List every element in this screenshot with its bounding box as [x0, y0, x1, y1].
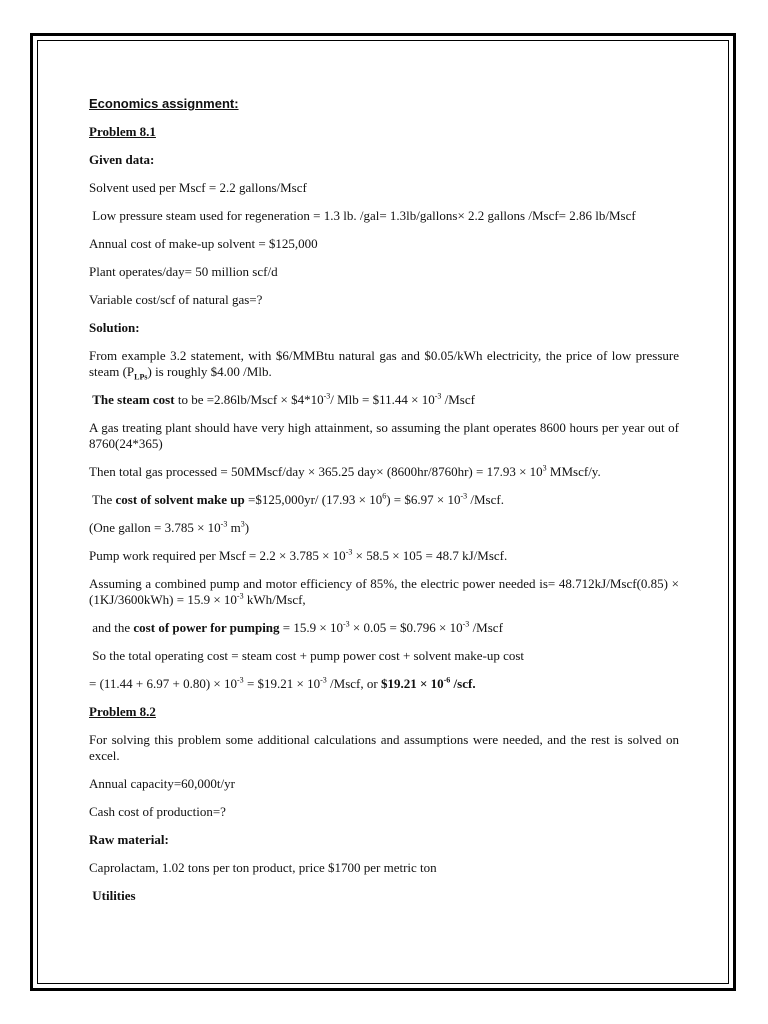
annual-capacity: Annual capacity=60,000t/yr — [89, 776, 235, 791]
document-body — [89, 96, 679, 904]
given-item: Solvent used per Mscf = 2.2 gallons/Mscf — [89, 180, 307, 195]
solution-heading: Solution: — [89, 320, 140, 335]
given-item: Variable cost/scf of natural gas=? — [89, 292, 263, 307]
total-gas-line: Then total gas processed = 50MMscf/day × 365.25 $day\times (8600hr/8760hr) = 17.93 \times 10^3$ MMscf/y. — [89, 463, 601, 479]
example-statement: From example 3.2 statement, with $6/MMBtu natural gas and $0.05/kWh electricity, the price of low pressure steam $(P_{LPs})$ is roughly $4.00 /Mlb. — [89, 348, 679, 382]
steam-cost-line: The steam cost to be =2.86lb/Mscf × $\$4*10^{-3}/$ Mlb = $11.44 × $10^{-3}$ /Mscf — [92, 391, 475, 407]
cash-cost-question: Cash cost of production=? — [89, 804, 226, 819]
pumping-power-cost-line: and the cost of power for pumping = $15.9 \times 10^{-3} \times 0.05$ = $0.796 × $10^{-3}$ /Mscf — [89, 619, 503, 635]
assignment-title: Economics assignment: — [89, 96, 239, 111]
raw-material-heading: Raw material: — [89, 832, 169, 847]
final-result-line: = $(11.44 + 6.97 + 0.80) \times 10^{-3}$ = $19.21 × $10^{-3}$ /Mscf, or $19.21 × $10^{-6}$ /scf. — [89, 675, 476, 691]
total-operating-cost-text: So the total operating cost = steam cost + pump power cost + solvent make-up cost — [89, 648, 525, 663]
efficiency-text: Assuming a combined pump and motor efficiency of 85%, the electric power needed is= 48.712kJ/Mscf(0.85) × $(1KJ/3600kWh) = 15.9 \times 10^{-3}$ kWh/Mscf, — [89, 576, 679, 607]
raw-material-item: Caprolactam, 1.02 tons per ton product, price $1700 per metric ton — [89, 860, 437, 875]
solvent-cost-line: The cost of solvent make up =$125,000yr/ $(17.93 \times 10^6)$ = $6.97 × $10^{-3}$ /Mscf. — [89, 491, 504, 507]
pump-work-line: Pump work required per Mscf = $2.2 \times 3.785 \times 10^{-3} \times 58.5 \times 105 = 48.7$ kJ/Mscf. — [89, 547, 508, 563]
given-item: Low pressure steam used for regeneration = 1.3 lb. /gal= 1.3lb/gallons× 2.2 gallons /Mscf= 2.86 lb/Mscf — [89, 208, 636, 223]
given-data-heading: Given data: — [89, 152, 155, 167]
given-item: Annual cost of make-up solvent = $125,000 — [89, 236, 318, 251]
given-item: Plant operates/day= 50 million scf/d — [89, 264, 278, 279]
attainment-text: A gas treating plant should have very high attainment, so assuming the plant operates 8600 hours per year out of 8760(24*365) — [89, 420, 679, 451]
gallon-conversion: (One gallon = $3.785 \times 10^{-3}$ $m^3$) — [89, 519, 250, 535]
problem-8-2-heading: Problem 8.2 — [89, 704, 156, 719]
problem-8-1-heading: Problem 8.1 — [89, 124, 156, 139]
problem-8-2-intro: For solving this problem some additional calculations and assumptions were needed, and the rest is solved on excel. — [89, 732, 679, 763]
utilities-heading: Utilities — [89, 888, 136, 903]
